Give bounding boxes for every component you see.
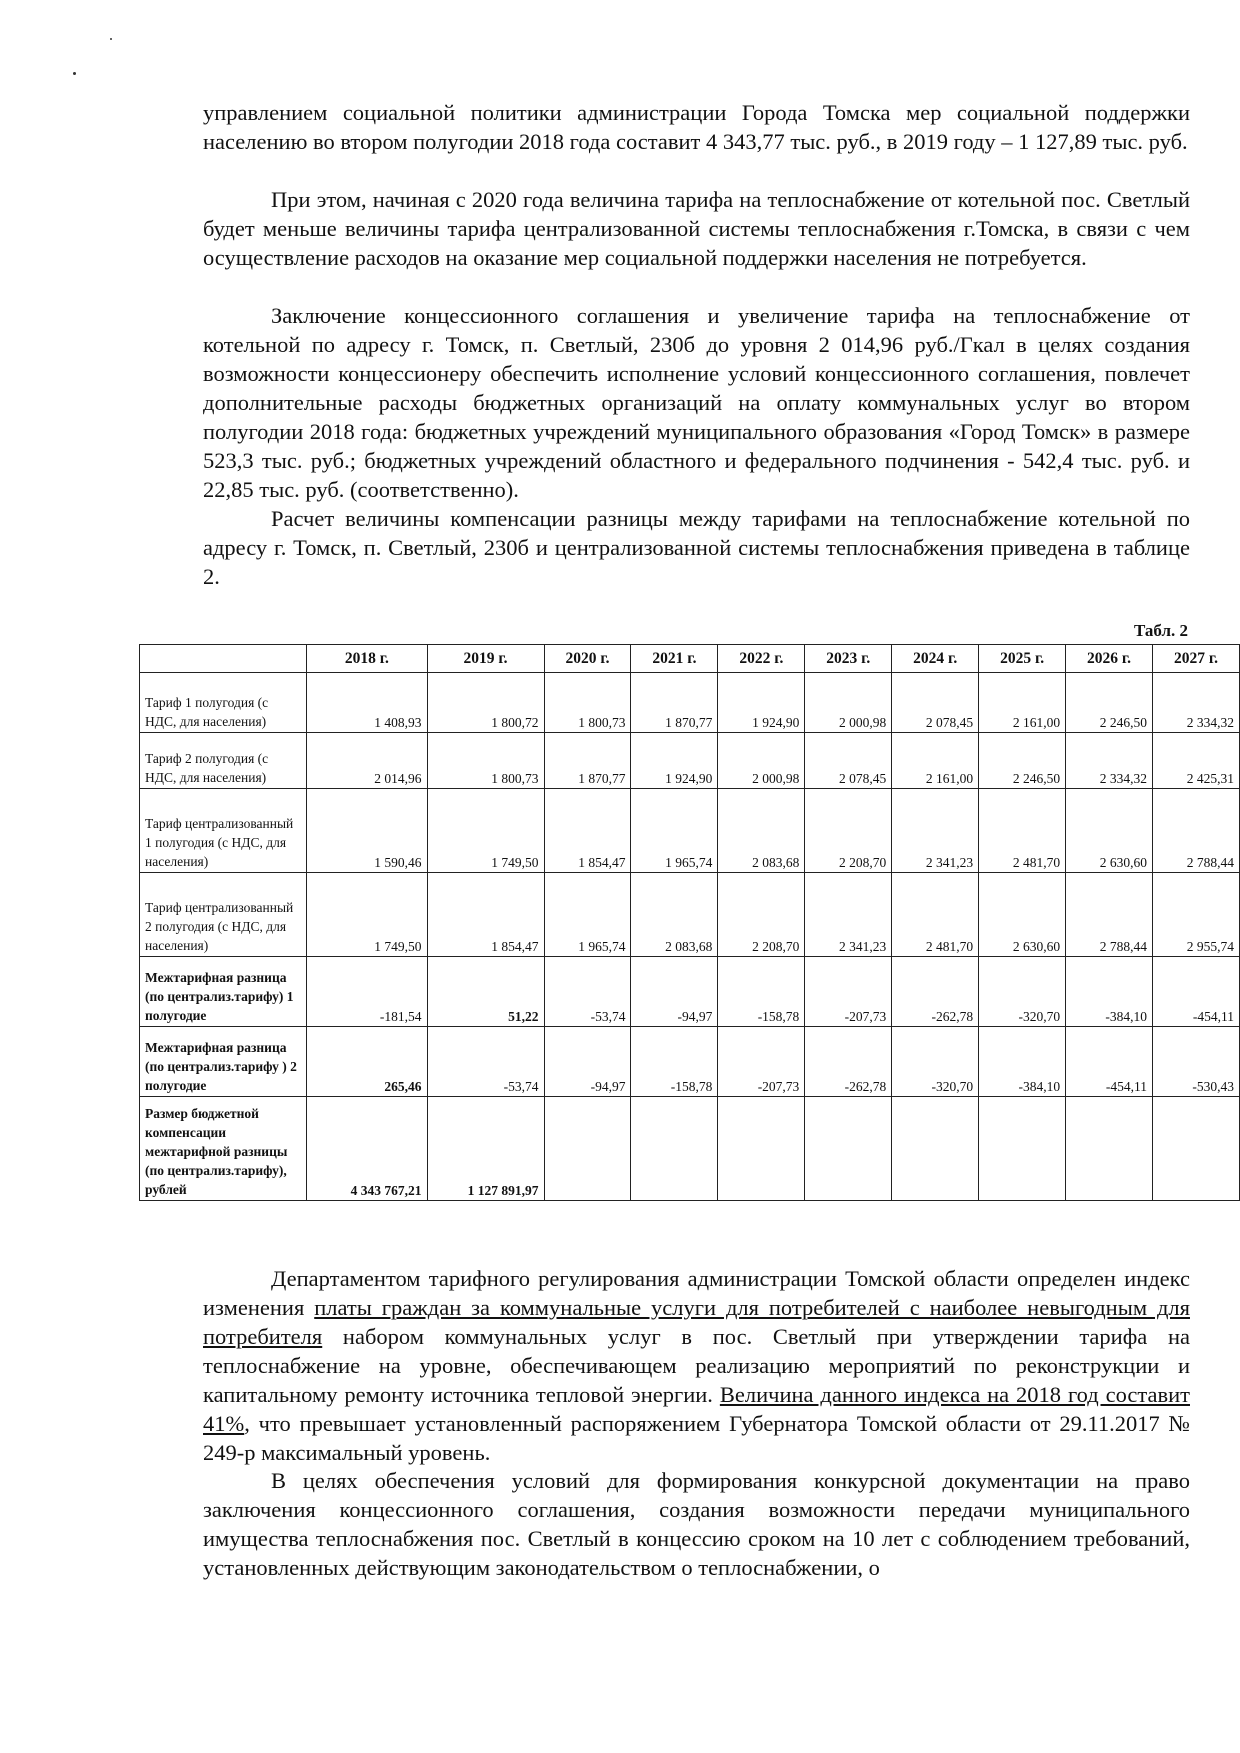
value-cell: 2 208,70 <box>718 873 805 957</box>
value-cell: 2 014,96 <box>307 733 427 789</box>
value-cell: 1 800,73 <box>427 733 544 789</box>
value-cell: 1 854,47 <box>427 873 544 957</box>
value-cell: -262,78 <box>892 957 979 1027</box>
value-cell: 1 870,77 <box>631 673 718 733</box>
header-cell: 2022 г. <box>718 645 805 673</box>
value-cell: 1 749,50 <box>307 873 427 957</box>
value-cell: 2 481,70 <box>892 873 979 957</box>
value-cell: 1 854,47 <box>544 789 631 873</box>
table-header-row <box>140 645 1240 673</box>
value-cell: 2 246,50 <box>1066 673 1153 733</box>
paragraph-tariff-2020: При этом, начиная с 2020 года величина тарифа на теплоснабжение от котельной пос. Светлый будет меньше величины тарифа централизованной системы теплоснабжения г.Томска, в связи с чем осуществление расходов на оказание мер социальной поддержки населения не потребуется. <box>203 187 1190 270</box>
value-cell: 2 341,23 <box>805 873 892 957</box>
value-cell: -207,73 <box>805 957 892 1027</box>
value-cell: -320,70 <box>979 957 1066 1027</box>
header-cell: 2021 г. <box>631 645 718 673</box>
table-row <box>140 873 1240 957</box>
value-cell: -158,78 <box>631 1027 718 1097</box>
paragraph-concession: Заключение концессионного соглашения и увеличение тарифа на теплоснабжение от котельной по адресу г. Томск, п. Светлый, 230б до уровня 2 014,96 руб./Гкал в целях создания возможности концессионеру обеспечить исполнение условий концессионного соглашения, повлечет дополнительные расходы бюджетных организаций на оплату коммунальных услуг во втором полугодии 2018 года: бюджетных учреждений муниципального образования «Город Томск» в размере 523,3 тыс. руб.; бюджетных учреждений областного и федерального подчинения - 542,4 тыс. руб. и 22,85 тыс. руб. (соответственно). <box>203 303 1190 502</box>
value-cell: 2 078,45 <box>805 733 892 789</box>
value-cell: 1 924,90 <box>631 733 718 789</box>
value-cell: 2 208,70 <box>805 789 892 873</box>
value-cell <box>805 1097 892 1201</box>
text-run: , что превышает установленный распоряжением Губернатора Томской области от 29.11.2017 № 249-р максимальный уровень. <box>203 1411 1190 1465</box>
value-cell: -262,78 <box>805 1027 892 1097</box>
value-cell <box>544 1097 631 1201</box>
value-cell: 2 334,32 <box>1153 673 1240 733</box>
header-cell: 2025 г. <box>979 645 1066 673</box>
value-cell: -53,74 <box>544 957 631 1027</box>
value-cell: 2 000,98 <box>718 733 805 789</box>
value-cell: 2 630,60 <box>979 873 1066 957</box>
value-cell: 1 127 891,97 <box>427 1097 544 1201</box>
row-label: Межтарифная разница (по централиз.тарифу) 1 полугодие <box>140 957 307 1027</box>
value-cell: -207,73 <box>718 1027 805 1097</box>
value-cell <box>631 1097 718 1201</box>
value-cell: -320,70 <box>892 1027 979 1097</box>
value-cell: -94,97 <box>544 1027 631 1097</box>
value-cell: -530,43 <box>1153 1027 1240 1097</box>
row-label: Размер бюджетной компенсации межтарифной разницы (по централиз.тарифу), рублей <box>140 1097 307 1201</box>
scan-speck <box>110 38 112 40</box>
row-label: Тариф 2 полугодия (с НДС, для населения) <box>140 733 307 789</box>
tariff-table <box>139 644 1240 1201</box>
value-cell <box>718 1097 805 1201</box>
paragraph-social-support: управлением социальной политики администрации Города Томска мер социальной поддержки населению во втором полугодии 2018 года составит 4 343,77 тыс. руб., в 2019 году – 1 127,89 тыс. руб. <box>203 100 1190 154</box>
value-cell: 2 334,32 <box>1066 733 1153 789</box>
table-row <box>140 957 1240 1027</box>
value-cell: -454,11 <box>1066 1027 1153 1097</box>
value-cell: 1 870,77 <box>544 733 631 789</box>
value-cell: 1 800,73 <box>544 673 631 733</box>
header-cell: 2019 г. <box>427 645 544 673</box>
value-cell: 2 000,98 <box>805 673 892 733</box>
value-cell: 2 246,50 <box>979 733 1066 789</box>
value-cell: -94,97 <box>631 957 718 1027</box>
value-cell: 2 955,74 <box>1153 873 1240 957</box>
value-cell: 1 924,90 <box>718 673 805 733</box>
value-cell: 1 749,50 <box>427 789 544 873</box>
row-label: Тариф централизованный 1 полугодия (с НДС, для населения) <box>140 789 307 873</box>
value-cell: 1 965,74 <box>631 789 718 873</box>
table-row <box>140 733 1240 789</box>
value-cell: 2 083,68 <box>718 789 805 873</box>
value-cell: 1 408,93 <box>307 673 427 733</box>
header-cell: 2018 г. <box>307 645 427 673</box>
header-cell: 2024 г. <box>892 645 979 673</box>
row-label: Тариф централизованный 2 полугодия (с НДС, для населения) <box>140 873 307 957</box>
underlined-text: Величина данного индекса на 2018 год составит 41% <box>203 1382 1190 1436</box>
text-run: набором коммунальных услуг в пос. Светлый при утверждении тарифа на теплоснабжение на уровне, обеспечивающем реализацию мероприятий по реконструкции и капитальному ремонту источника тепловой энергии. <box>203 1324 1190 1407</box>
value-cell: 2 630,60 <box>1066 789 1153 873</box>
value-cell: 2 341,23 <box>892 789 979 873</box>
underlined-text: платы граждан за коммунальные услуги для потребителей с наиболее невыгодным для потребителя <box>203 1295 1190 1349</box>
table-row <box>140 1027 1240 1097</box>
value-cell: -454,11 <box>1153 957 1240 1027</box>
table-row <box>140 673 1240 733</box>
value-cell: 2 161,00 <box>892 733 979 789</box>
value-cell: 1 965,74 <box>544 873 631 957</box>
paragraph-index <box>203 1264 1190 1467</box>
table-row <box>140 1097 1240 1201</box>
value-cell: -53,74 <box>427 1027 544 1097</box>
value-cell <box>979 1097 1066 1201</box>
header-cell: 2027 г. <box>1153 645 1240 673</box>
text-run: Департаментом тарифного регулирования администрации Томской области определен индекс изменения <box>203 1266 1190 1320</box>
value-cell: 2 083,68 <box>631 873 718 957</box>
value-cell <box>892 1097 979 1201</box>
header-cell: 2026 г. <box>1066 645 1153 673</box>
value-cell: -384,10 <box>1066 957 1153 1027</box>
paragraph-conditions: В целях обеспечения условий для формирования конкурсной документации на право заключения концессионного соглашения, создания возможности передачи муниципального имущества теплоснабжения пос. Светлый в концессию сроком на 10 лет с соблюдением требований, установленных действующим законодательством о теплоснабжении, о <box>203 1468 1190 1580</box>
header-cell: 2020 г. <box>544 645 631 673</box>
value-cell: 265,46 <box>307 1027 427 1097</box>
value-cell: 2 425,31 <box>1153 733 1240 789</box>
paragraph-calculation: Расчет величины компенсации разницы между тарифами на теплоснабжение котельной по адресу г. Томск, п. Светлый, 230б и централизованной системы теплоснабжения приведена в таблице 2. <box>203 506 1190 589</box>
value-cell: 2 788,44 <box>1153 789 1240 873</box>
header-cell <box>140 645 307 673</box>
value-cell: -384,10 <box>979 1027 1066 1097</box>
value-cell: 2 481,70 <box>979 789 1066 873</box>
value-cell: 2 078,45 <box>892 673 979 733</box>
value-cell: 4 343 767,21 <box>307 1097 427 1201</box>
value-cell: 1 590,46 <box>307 789 427 873</box>
value-cell: -158,78 <box>718 957 805 1027</box>
table-caption: Табл. 2 <box>1133 621 1188 640</box>
header-cell: 2023 г. <box>805 645 892 673</box>
table-row <box>140 789 1240 873</box>
value-cell <box>1153 1097 1240 1201</box>
value-cell: 2 161,00 <box>979 673 1066 733</box>
row-label: Тариф 1 полугодия (с НДС, для населения) <box>140 673 307 733</box>
value-cell: -181,54 <box>307 957 427 1027</box>
value-cell: 1 800,72 <box>427 673 544 733</box>
value-cell <box>1066 1097 1153 1201</box>
row-label: Межтарифная разница (по централиз.тарифу ) 2 полугодие <box>140 1027 307 1097</box>
value-cell: 51,22 <box>427 957 544 1027</box>
scan-speck <box>73 72 76 75</box>
value-cell: 2 788,44 <box>1066 873 1153 957</box>
